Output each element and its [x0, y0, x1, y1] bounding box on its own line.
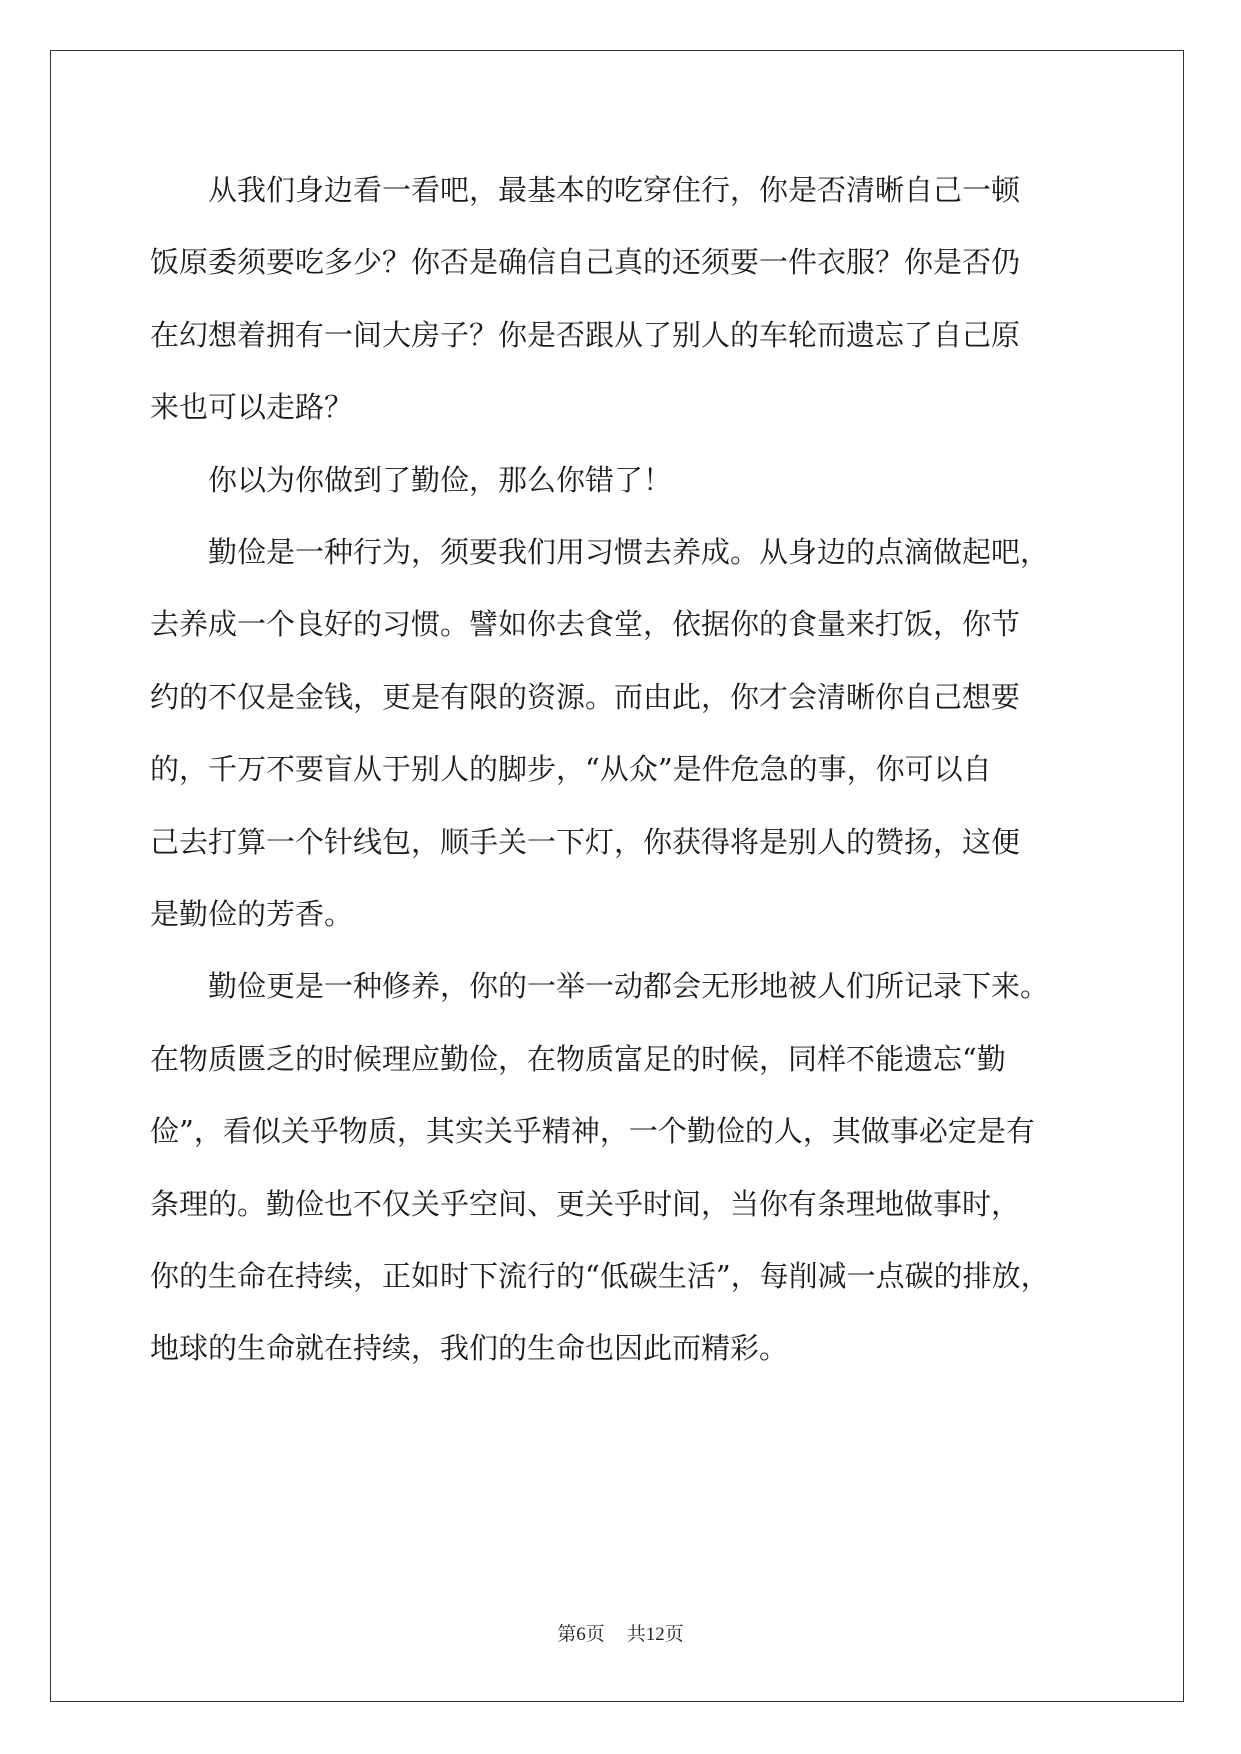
text-line: 条理的。勤俭也不仅关乎空间、更关乎时间，当你有条理地做事时，: [150, 1187, 1021, 1221]
text-line: 你以为你做到了勤俭，那么你错了！: [208, 463, 673, 497]
text-line: 来也可以走路？: [150, 390, 354, 424]
text-line: 勤俭是一种行为，须要我们用习惯去养成。从身边的点滴做起吧，: [208, 535, 1050, 569]
text-line: 去养成一个良好的习惯。譬如你去食堂，依据你的食量来打饭，你节: [150, 607, 1021, 641]
text-line: 俭”，看似关乎物质，其实关乎精神，一个勤俭的人，其做事必定是有: [150, 1114, 1035, 1148]
text-line: 己去打算一个针线包，顺手关一下灯，你获得将是别人的赞扬，这便: [150, 825, 1021, 859]
text-line: 从我们身边看一看吧，最基本的吃穿住行，你是否清晰自己一顿: [208, 173, 1021, 207]
page-total: 12: [645, 1624, 665, 1645]
text-line: 你的生命在持续，正如时下流行的“低碳生活”，每削减一点碳的排放，: [150, 1259, 1050, 1293]
text-line: 在物质匮乏的时候理应勤俭，在物质富足的时候，同样不能遗忘“勤: [150, 1042, 1006, 1076]
text-line: 饭原委须要吃多少？你否是确信自己真的还须要一件衣服？你是否仍: [150, 245, 1021, 279]
text-line: 在幻想着拥有一间大房子？你是否跟从了别人的车轮而遗忘了自己原: [150, 318, 1021, 352]
text-line: 是勤俭的芳香。: [150, 897, 354, 931]
text-line: 地球的生命就在持续，我们的生命也因此而精彩。: [150, 1331, 789, 1365]
page-suffix: 页: [585, 1623, 605, 1645]
text-line: 约的不仅是金钱，更是有限的资源。而由此，你才会清晰你自己想要: [150, 680, 1021, 714]
total-suffix: 页: [664, 1623, 684, 1645]
total-prefix: 共: [626, 1623, 646, 1645]
page-border: [50, 50, 1184, 1702]
text-line: 勤俭更是一种修养，你的一举一动都会无形地被人们所记录下来。: [208, 969, 1050, 1003]
page-current: 6: [576, 1624, 586, 1645]
text-line: 的，千万不要盲从于别人的脚步，“从众”是件危急的事，你可以自: [150, 752, 992, 786]
page-prefix: 第: [557, 1623, 577, 1645]
page-footer: [0, 1622, 1241, 1647]
